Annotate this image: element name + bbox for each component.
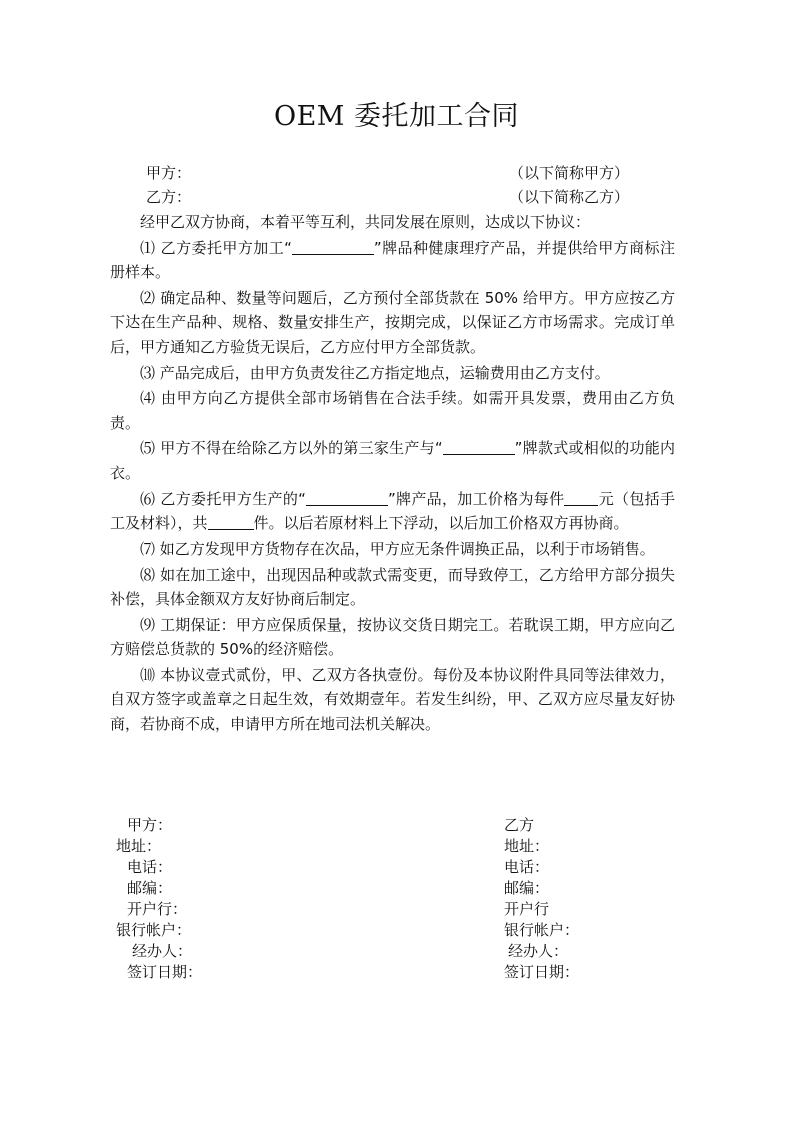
sig-party-label: 乙方 [504,816,535,834]
clause-number: ⑶ [140,363,156,382]
clause-text: 确定品种、数量等问题后，乙方预付全部货款在 50% 给甲方。甲方应按乙方下达在生产品种、规格、数量安排生产，按期完成，以保证乙方市场需求。完成订单后，甲方通知乙方验货无误后，乙方应付甲方全部货款。 [110,288,675,356]
clause-6 [110,487,675,536]
party-a-note: （以下简称甲方） [509,164,630,182]
party-a-line [146,162,646,184]
clause-number: ⑹ [140,489,156,508]
clause-2 [110,286,675,360]
sig-agent-label: 经办人： [132,942,193,960]
party-a-label: 甲方： [146,164,192,182]
clause-4 [110,386,675,435]
sig-postcode-label: 邮编： [504,879,550,897]
sig-address-label: 地址： [116,837,162,855]
intro-paragraph [110,210,675,235]
clause-3 [110,361,675,386]
clause-text: ”牌产品，加工价格为每件 [387,489,565,508]
clause-text: 如乙方发现甲方货物存在次品，甲方应无条件调换正品，以利于市场销售。 [155,539,655,558]
clause-number: ⑴ [140,238,156,257]
clause-number: ⑵ [140,288,156,307]
clause-text: 乙方委托甲方加工“ [155,238,292,257]
clause-8 [110,563,675,612]
clause-text: 如在加工途中，出现因品种或款式需变更，而导致停工，乙方给甲方部分损失补偿，具体金额双方友好协商后制定。 [110,565,675,608]
sig-bank-label: 开户行 [504,900,550,918]
intro-text: 经甲乙双方协商，本着平等互利，共同发展在原则，达成以下协议： [140,213,591,231]
sig-address-label: 地址： [504,837,550,855]
contract-body [110,210,675,736]
sig-phone-label: 电话： [127,858,173,876]
blank-brand-field [292,239,374,255]
party-b-note: （以下简称乙方） [509,188,630,206]
clause-text: 乙方委托甲方生产的“ [155,489,306,508]
clause-5 [110,436,675,485]
clause-text: 由甲方向乙方提供全部市场销售在合法手续。如需开具发票，费用由乙方负责。 [110,389,675,432]
signature-block-party-a [116,815,316,983]
clause-text: 本协议壹式贰份，甲、乙双方各执壹份。每份及本协议附件具同等法律效力，自双方签字或盖章之日起生效，有效期壹年。若发生纠纷，甲、乙双方应尽量友好协商，若协商不成，申请甲方所在地司法机关解决。 [110,665,675,733]
clause-1 [110,236,675,285]
sig-account-label: 银行帐户： [504,921,580,939]
clause-10 [110,663,675,737]
clause-number: ⑼ [140,615,156,634]
clause-number: ⑺ [140,539,156,558]
sig-bank-label: 开户行： [127,900,188,918]
clause-text: 元（包括手工及材料），共 [110,489,675,533]
clause-text: 甲方不得在给除乙方以外的第三家生产与“ [155,439,443,458]
clause-9 [110,613,675,662]
clause-number: ⑻ [140,565,156,584]
sig-account-label: 银行帐户： [116,921,192,939]
signature-block-party-b [504,815,704,983]
blank-brand-field [306,490,388,506]
sig-date-label: 签订日期： [504,963,580,981]
clause-7 [110,537,675,562]
clause-number: ⑽ [140,665,156,684]
document-title: OEM 委托加工合同 [273,101,520,132]
sig-date-label: 签订日期： [127,963,203,981]
clause-number: ⑸ [140,439,156,458]
clause-number: ⑷ [140,389,156,408]
sig-postcode-label: 邮编： [127,879,173,897]
blank-brand-field [443,439,515,455]
sig-phone-label: 电话： [504,858,550,876]
party-b-line [146,186,646,208]
blank-quantity-field [208,514,254,530]
sig-party-label: 甲方： [127,816,173,834]
blank-price-field [564,490,598,506]
party-b-label: 乙方： [146,188,192,206]
clause-text: 件。以后若原材料上下浮动，以后加工价格双方再协商。 [253,514,629,533]
clause-text: ”牌品种健康理疗产品，并提供给甲方商标注册样本。 [110,238,675,282]
clause-text: 产品完成后，由甲方负责发往乙方指定地点，运输费用由乙方支付。 [155,363,610,382]
clause-text: ”牌款式或相似的功能内衣。 [110,439,675,482]
clause-text: 工期保证：甲方应保质保量，按协议交货日期完工。若耽误工期，甲方应向乙方赔偿总货款的 50%的经济赔偿。 [110,615,675,659]
sig-agent-label: 经办人： [508,942,569,960]
